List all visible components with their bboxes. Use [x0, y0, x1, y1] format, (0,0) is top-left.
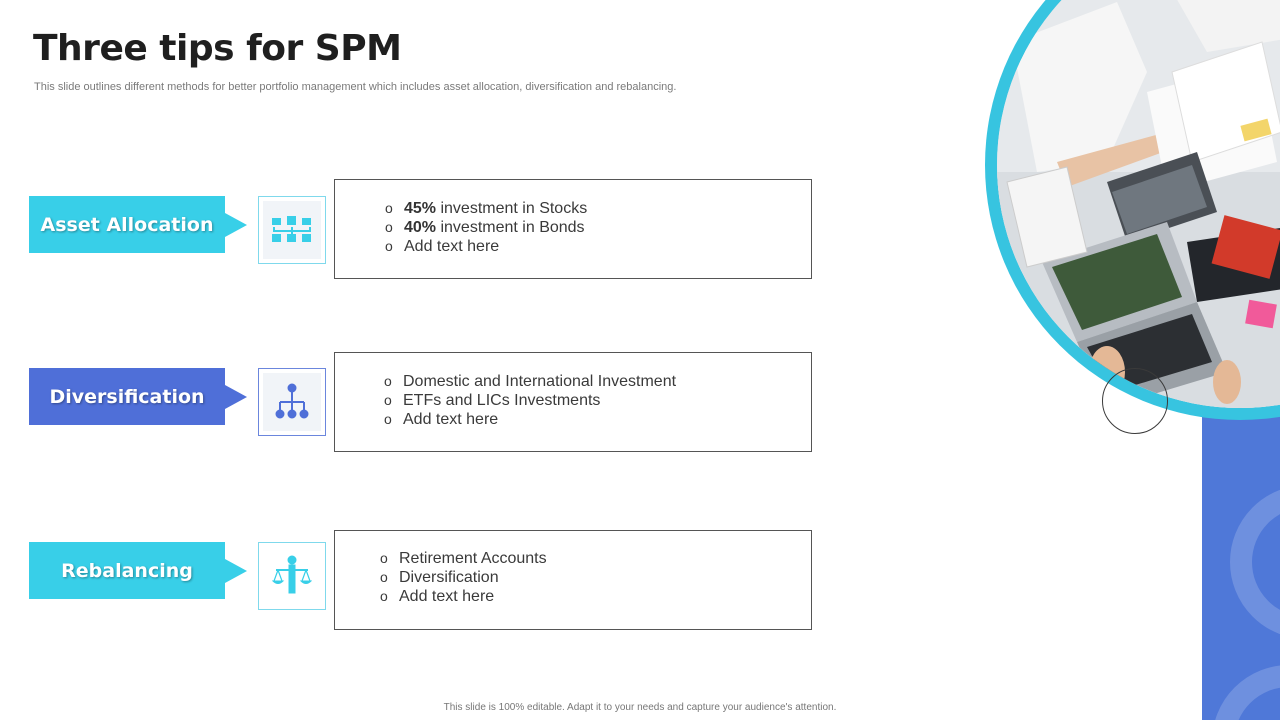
decorative-sidebar	[1202, 395, 1280, 720]
footer-note: This slide is 100% editable. Adapt it to your needs and capture your audience's attention.	[443, 702, 837, 713]
list-item: o Add text here	[380, 588, 495, 605]
tip-card-asset-allocation	[334, 179, 812, 279]
list-item: o 45% investment in Stocks	[385, 200, 588, 217]
list-item: o 40% investment in Bonds	[385, 219, 585, 236]
tip-label-asset-allocation: Asset Allocation	[29, 196, 225, 253]
tip-icon-box	[258, 368, 326, 436]
tip-label-rebalancing: Rebalancing	[29, 542, 225, 599]
decorative-ring	[1230, 485, 1280, 639]
hierarchy-icon	[272, 382, 312, 422]
list-item: o Diversification	[380, 569, 499, 586]
list-item: o Add text here	[385, 238, 500, 255]
balance-scale-icon	[272, 555, 312, 597]
tip-card-rebalancing	[334, 530, 812, 630]
page-title: Three tips for SPM	[33, 28, 402, 69]
page-subtitle: This slide outlines different methods for better portfolio management which includes asset allocation, diversification and rebalancing.	[34, 81, 677, 93]
list-item: o Domestic and International Investment	[384, 373, 677, 390]
list-item: o ETFs and LICs Investments	[384, 392, 601, 409]
tip-card-diversification	[334, 352, 812, 452]
tip-icon-box	[258, 542, 326, 610]
asset-allocation-icon	[270, 215, 314, 245]
list-item: o Add text here	[384, 411, 499, 428]
decorative-circle-outline	[1102, 368, 1168, 434]
team-working-laptops-photo	[997, 0, 1280, 408]
tip-icon-box	[258, 196, 326, 264]
tip-label-diversification: Diversification	[29, 368, 225, 425]
list-item: o Retirement Accounts	[380, 550, 547, 567]
